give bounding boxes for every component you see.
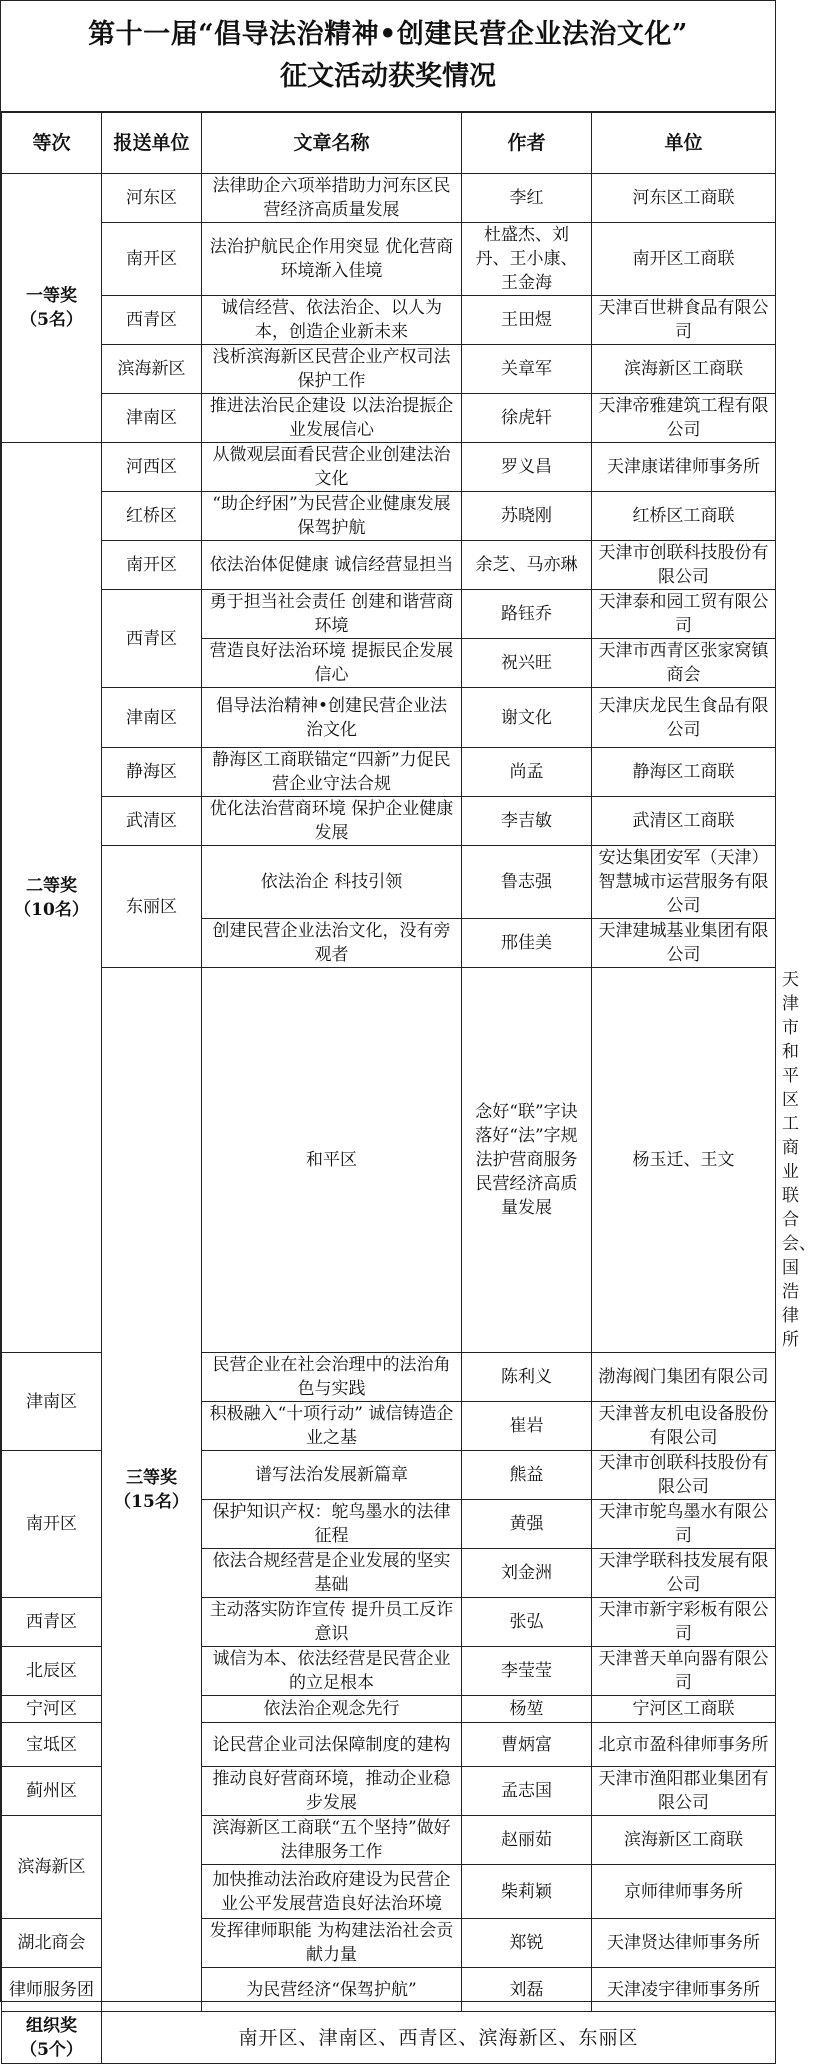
- organization-cell: 滨海新区工商联: [592, 345, 776, 394]
- author-cell: 杜盛杰、刘丹、王小康、王金海: [462, 223, 592, 296]
- article-title-cell: 优化法治营商环境 保护企业健康发展: [202, 797, 462, 846]
- article-title-cell: 创建民营企业法治文化，没有旁观者: [202, 919, 462, 968]
- submitting-unit-cell: 宝坻区: [2, 1723, 102, 1767]
- submitting-unit-cell: 南开区: [102, 223, 202, 296]
- submitting-unit-cell: 和平区: [202, 968, 462, 1353]
- organization-cell: 天津市创联科技股份有限公司: [592, 1451, 776, 1500]
- author-cell: 熊益: [462, 1451, 592, 1500]
- organization-cell: 渤海阀门集团有限公司: [592, 1353, 776, 1402]
- table-row: [2, 590, 776, 639]
- table-row: [2, 688, 776, 748]
- submitting-unit-cell: 滨海新区: [102, 345, 202, 394]
- organization-cell: 天津建城基业集团有限公司: [592, 919, 776, 968]
- article-title-cell: 倡导法治精神•创建民营企业法治文化: [202, 688, 462, 748]
- table-row: [2, 443, 776, 492]
- organization-cell: 天津市创联科技股份有限公司: [592, 541, 776, 590]
- submitting-unit-cell: 河东区: [102, 174, 202, 223]
- submitting-unit-cell: 南开区: [102, 541, 202, 590]
- award-table-body: [2, 174, 816, 2064]
- prize-grade-cell: 一等奖 （5名）: [2, 174, 102, 443]
- table-row: [2, 846, 776, 919]
- organization-cell: 静海区工商联: [592, 748, 776, 797]
- organization-cell: 天津凌宇律师事务所: [592, 1968, 776, 2012]
- article-title-cell: 民营企业在社会治理中的法治角色与实践: [202, 1353, 462, 1402]
- table-row: [2, 174, 776, 223]
- author-cell: 王田煜: [462, 296, 592, 345]
- table-row: [2, 748, 776, 797]
- prize-grade-cell: 三等奖 （15名）: [102, 968, 202, 2012]
- article-title-cell: 念好“联”字诀 落好“法”字规 法护营商服务民营经济高质量发展: [462, 968, 592, 1353]
- submitting-unit-cell: 宁河区: [2, 1696, 102, 1723]
- submitting-unit-cell: 北辰区: [2, 1647, 102, 1696]
- submitting-unit-cell: 津南区: [102, 688, 202, 748]
- article-title-cell: “助企纾困”为民营企业健康发展保驾护航: [202, 492, 462, 541]
- author-cell: 柴莉颖: [462, 1865, 592, 1919]
- header-author: 作者: [462, 113, 592, 174]
- table-row: 三等奖 （15名） 和平区 念好“联”字诀 落好“法”字规 法护营商服务民营经济高质量发展 杨玉迁、王文 天津市和平区工商业联合会、国浩律所: [2, 968, 776, 1353]
- author-cell: 徐虎轩: [462, 394, 592, 443]
- author-cell: 郑锐: [462, 1919, 592, 1968]
- organization-cell: 天津市西青区张家窝镇商会: [592, 639, 776, 688]
- organizer-award-label: 组织奖 （5个）: [2, 2012, 102, 2064]
- table-row: [2, 223, 776, 296]
- article-title-cell: 浅析滨海新区民营企业产权司法保护工作: [202, 345, 462, 394]
- submitting-unit-cell: 西青区: [2, 1598, 102, 1647]
- author-cell: 谢文化: [462, 688, 592, 748]
- article-title-cell: 滨海新区工商联“五个坚持”做好法律服务工作: [202, 1816, 462, 1865]
- organization-cell: 天津市鸵鸟墨水有限公司: [592, 1500, 776, 1549]
- header-org: 单位: [592, 113, 776, 174]
- author-cell: 李吉敏: [462, 797, 592, 846]
- article-title-cell: 加快推动法治政府建设为民营企业公平发展营造良好法治环境: [202, 1865, 462, 1919]
- author-cell: 余芝、马亦琳: [462, 541, 592, 590]
- organization-cell: 天津康诺律师事务所: [592, 443, 776, 492]
- author-cell: 曹炳富: [462, 1723, 592, 1767]
- organization-cell: 武清区工商联: [592, 797, 776, 846]
- article-title-cell: 主动落实防诈宣传 提升员工反诈意识: [202, 1598, 462, 1647]
- article-title-cell: 依法合规经营是企业发展的坚实基础: [202, 1549, 462, 1598]
- table-row: [2, 296, 776, 345]
- organization-cell: 河东区工商联: [592, 174, 776, 223]
- author-cell: 张弘: [462, 1598, 592, 1647]
- organization-cell: 天津普天单向器有限公司: [592, 1647, 776, 1696]
- article-title-cell: 为民营经济“保驾护航”: [202, 1968, 462, 2012]
- organization-cell: 南开区工商联: [592, 223, 776, 296]
- submitting-unit-cell: 滨海新区: [2, 1816, 102, 1919]
- submitting-unit-cell: 律师服务团: [2, 1968, 102, 2012]
- article-title-cell: 积极融入“十项行动” 诚信铸造企业之基: [202, 1402, 462, 1451]
- header-unit: 报送单位: [102, 113, 202, 174]
- article-title-cell: 依法治企 科技引领: [202, 846, 462, 919]
- author-cell: 刘金洲: [462, 1549, 592, 1598]
- submitting-unit-cell: 河西区: [102, 443, 202, 492]
- submitting-unit-cell: 西青区: [102, 296, 202, 345]
- organization-cell: 天津普友机电设备股份有限公司: [592, 1402, 776, 1451]
- organization-cell: 天津学联科技发展有限公司: [592, 1549, 776, 1598]
- article-title-cell: 诚信经营、依法治企、以人为本，创造企业新未来: [202, 296, 462, 345]
- organization-cell: 京师律师事务所: [592, 1865, 776, 1919]
- table-row: [2, 394, 776, 443]
- organization-cell: 天津市新宇彩板有限公司: [592, 1598, 776, 1647]
- submitting-unit-cell: 南开区: [2, 1451, 102, 1598]
- organization-cell: 天津帝雅建筑工程有限公司: [592, 394, 776, 443]
- author-cell: 路钰乔: [462, 590, 592, 639]
- article-title-cell: 诚信为本、依法经营是民营企业的立足根本: [202, 1647, 462, 1696]
- author-cell: 赵丽茹: [462, 1816, 592, 1865]
- award-table: [1, 112, 816, 2064]
- author-cell: 杨玉迁、王文: [592, 968, 776, 1353]
- prize-grade-cell: 二等奖 （10名）: [2, 443, 102, 1353]
- header-grade: 等次: [2, 113, 102, 174]
- organizer-award-row: [2, 2012, 776, 2064]
- organization-cell: 宁河区工商联: [592, 1696, 776, 1723]
- submitting-unit-cell: 武清区: [102, 797, 202, 846]
- organization-cell: 北京市盈科律师事务所: [592, 1723, 776, 1767]
- submitting-unit-cell: 津南区: [2, 1353, 102, 1451]
- table-row: [2, 492, 776, 541]
- organization-cell: 滨海新区工商联: [592, 1816, 776, 1865]
- title-line-1: 第十一届“倡导法治精神•创建民营企业法治文化”: [88, 19, 688, 50]
- title-line-2: 征文活动获奖情况: [280, 61, 496, 92]
- document-title: [1, 1, 775, 112]
- article-title-cell: 推进法治民企建设 以法治提振企业发展信心: [202, 394, 462, 443]
- submitting-unit-cell: 津南区: [102, 394, 202, 443]
- author-cell: 罗义昌: [462, 443, 592, 492]
- article-title-cell: 依法治企观念先行: [202, 1696, 462, 1723]
- organization-cell: 天津市渔阳郡业集团有限公司: [592, 1767, 776, 1816]
- submitting-unit-cell: 西青区: [102, 590, 202, 688]
- author-cell: 尚孟: [462, 748, 592, 797]
- organization-cell: 天津庆龙民生食品有限公司: [592, 688, 776, 748]
- article-title-cell: 从微观层面看民营企业创建法治文化: [202, 443, 462, 492]
- table-row: [2, 541, 776, 590]
- author-cell: 邢佳美: [462, 919, 592, 968]
- submitting-unit-cell: 红桥区: [102, 492, 202, 541]
- author-cell: 关章军: [462, 345, 592, 394]
- author-cell: 黄强: [462, 1500, 592, 1549]
- submitting-unit-cell: 湖北商会: [2, 1919, 102, 1968]
- article-title-cell: 营造良好法治环境 提振民企发展信心: [202, 639, 462, 688]
- article-title-cell: 保护知识产权：鸵鸟墨水的法律征程: [202, 1500, 462, 1549]
- author-cell: 崔岩: [462, 1402, 592, 1451]
- article-title-cell: 法治护航民企作用突显 优化营商环境渐入佳境: [202, 223, 462, 296]
- article-title-cell: 勇于担当社会责任 创建和谐营商环境: [202, 590, 462, 639]
- author-cell: 李莹莹: [462, 1647, 592, 1696]
- submitting-unit-cell: 东丽区: [102, 846, 202, 968]
- submitting-unit-cell: 蓟州区: [2, 1767, 102, 1816]
- author-cell: 刘磊: [462, 1968, 592, 2012]
- organization-cell: 红桥区工商联: [592, 492, 776, 541]
- article-title-cell: 发挥律师职能 为构建法治社会贡献力量: [202, 1919, 462, 1968]
- article-title-cell: 静海区工商联锚定“四新”力促民营企业守法合规: [202, 748, 462, 797]
- table-row: [2, 797, 776, 846]
- organization-cell: 天津泰和园工贸有限公司: [592, 590, 776, 639]
- article-title-cell: 法律助企六项举措助力河东区民营经济高质量发展: [202, 174, 462, 223]
- author-cell: 李红: [462, 174, 592, 223]
- organizer-award-districts: 南开区、津南区、西青区、滨海新区、东丽区: [102, 2012, 776, 2064]
- article-title-cell: 论民营企业司法保障制度的建构: [202, 1723, 462, 1767]
- author-cell: 祝兴旺: [462, 639, 592, 688]
- organization-cell: 天津百世耕食品有限公司: [592, 296, 776, 345]
- article-title-cell: 推动良好营商环境，推动企业稳步发展: [202, 1767, 462, 1816]
- submitting-unit-cell: 静海区: [102, 748, 202, 797]
- table-header-row: [2, 113, 776, 174]
- author-cell: 孟志国: [462, 1767, 592, 1816]
- author-cell: 杨堃: [462, 1696, 592, 1723]
- author-cell: 鲁志强: [462, 846, 592, 919]
- author-cell: 苏晓刚: [462, 492, 592, 541]
- header-article: 文章名称: [202, 113, 462, 174]
- article-title-cell: 谱写法治发展新篇章: [202, 1451, 462, 1500]
- organization-cell: 安达集团安军（天津）智慧城市运营服务有限公司: [592, 846, 776, 919]
- table-row: [2, 345, 776, 394]
- organization-cell: 天津贤达律师事务所: [592, 1919, 776, 1968]
- article-title-cell: 依法治体促健康 诚信经营显担当: [202, 541, 462, 590]
- author-cell: 陈利义: [462, 1353, 592, 1402]
